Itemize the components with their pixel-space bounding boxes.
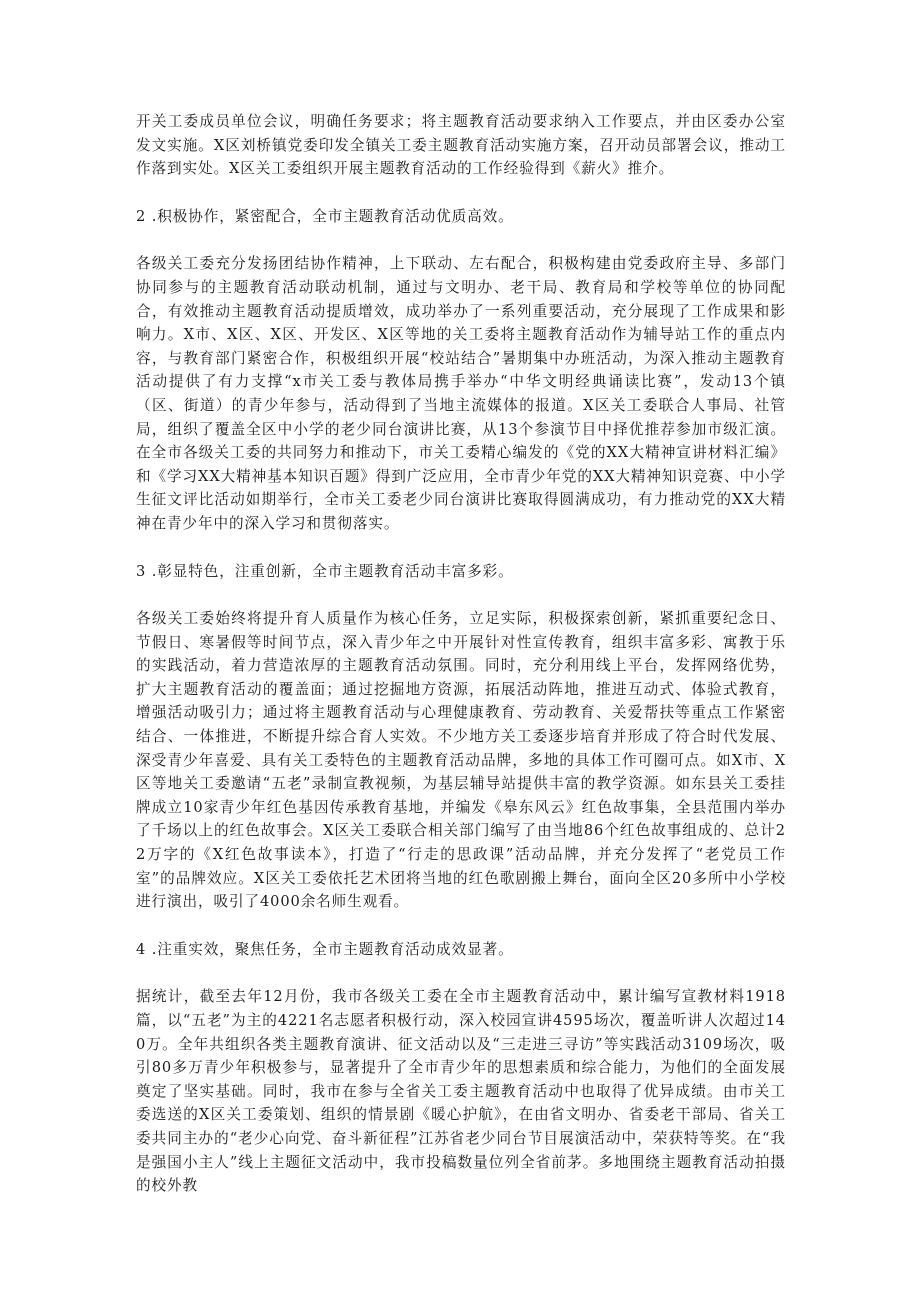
document-page <box>136 110 786 1198</box>
paragraph-section-2: 各级关工委充分发扬团结协作精神，上下联动、左右配合，积极构建由党委政府主导、多部门协同参与的主题教育活动联动机制，通过与文明办、老干局、教育局和学校等单位的协同配合，有效推动主题教育活动提质增效，成功举办了一系列重要活动，充分展现了工作成果和影响力。X市、X区、X区、开发区、X区等地的关工委将主题教育活动作为辅导站工作的重点内容，与教育部门紧密合作，积极组织开展“校站结合”暑期集中办班活动，为深入推动主题教育活动提供了有力支撑“x市关工委与教体局携手举办“中华文明经典诵读比赛”，发动13个镇（区、街道）的青少年参与，活动得到了当地主流媒体的报道。X区关工委联合人事局、社管局，组织了覆盖全区中小学的老少同台演讲比赛，从13个参演节目中择优推荐参加市级汇演。在全市各级关工委的共同努力和推动下，市关工委精心编发的《党的XX大精神宣讲材料汇编》和《学习XX大精神基本知识百题》得到广泛应用，全市青少年党的XX大精神知识竞赛、中小学生征文评比活动如期举行，全市关工委老少同台演讲比赛取得圆满成功，有力推动党的XX大精神在青少年中的深入学习和贯彻落实。 <box>136 255 786 532</box>
paragraph-section-3: 各级关工委始终将提升育人质量作为核心任务，立足实际，积极探索创新，紧抓重要纪念日、节假日、寒暑假等时间节点，深入青少年之中开展针对性宣传教育，组织丰富多彩、寓教于乐的实践活动，着力营造浓厚的主题教育活动氛围。同时，充分利用线上平台，发挥网络优势，扩大主题教育活动的覆盖面；通过挖掘地方资源，拓展活动阵地，推进互动式、体验式教育，增强活动吸引力；通过将主题教育活动与心理健康教育、劳动教育、关爱帮扶等重点工作紧密结合、一体推进，不断提升综合育人实效。不少地方关工委逐步培育并形成了符合时代发展、深受青少年喜爱、具有关工委特色的主题教育活动品牌，多地的具体工作可圈可点。如X市、X区等地关工委邀请“五老”录制宣教视频，为基层辅导站提供丰富的教学资源。如东县关工委挂牌成立10家青少年红色基因传承教育基地，并编发《皋东风云》红色故事集，全县范围内举办了千场以上的红色故事会。X区关工委联合相关部门编写了由当地86个红色故事组成的、总计22万字的《X红色故事读本》，打造了“行走的思政课”活动品牌，并充分发挥了“老党员工作室”的品牌效应。X区关工委依托艺术团将当地的红色歌剧搬上舞台，面向全区20多所中小学校进行演出，吸引了4000余名师生观看。 <box>136 610 786 911</box>
paragraph-section-4: 据统计，截至去年12月份，我市各级关工委在全市主题教育活动中，累计编写宣教材料1918篇，以“五老”为主的4221名志愿者积极行动，深入校园宣讲4595场次，覆盖听讲人次超过140万。全年共组织各类主题教育演讲、征文活动以及“三走进三寻访”等实践活动3109场次，吸引80多万青少年积极参与，显著提升了全市青少年的思想素质和综合能力，为他们的全面发展奠定了坚实基础。同时，我市在参与全省关工委主题教育活动中也取得了优异成绩。由市关工委选送的X区关工委策划、组织的情景剧《暖心护航》，在由省文明办、省委老干部局、省关工委共同主办的“老少心向党、奋斗新征程”江苏省老少同台节目展演活动中，荣获特等奖。在“我是强国小主人”线上主题征文活动中，我市投稿数量位列全省前茅。多地围绕主题教育活动拍摄的校外教 <box>136 988 786 1195</box>
section-heading-3: 3 .彰显特色，注重创新，全市主题教育活动丰富多彩。 <box>136 562 514 580</box>
section-heading-4: 4 .注重实效，聚焦任务，全市主题教育活动成效显著。 <box>136 940 514 958</box>
section-heading-2: 2 .积极协作，紧密配合，全市主题教育活动优质高效。 <box>136 207 514 225</box>
paragraph-intro: 开关工委成员单位会议，明确任务要求；将主题教育活动要求纳入工作要点，并由区委办公室发文实施。X区刘桥镇党委印发全镇关工委主题教育活动实施方案，召开动员部署会议，推动工作落到实处。X区关工委组织开展主题教育活动的工作经验得到《薪火》推介。 <box>136 113 786 178</box>
